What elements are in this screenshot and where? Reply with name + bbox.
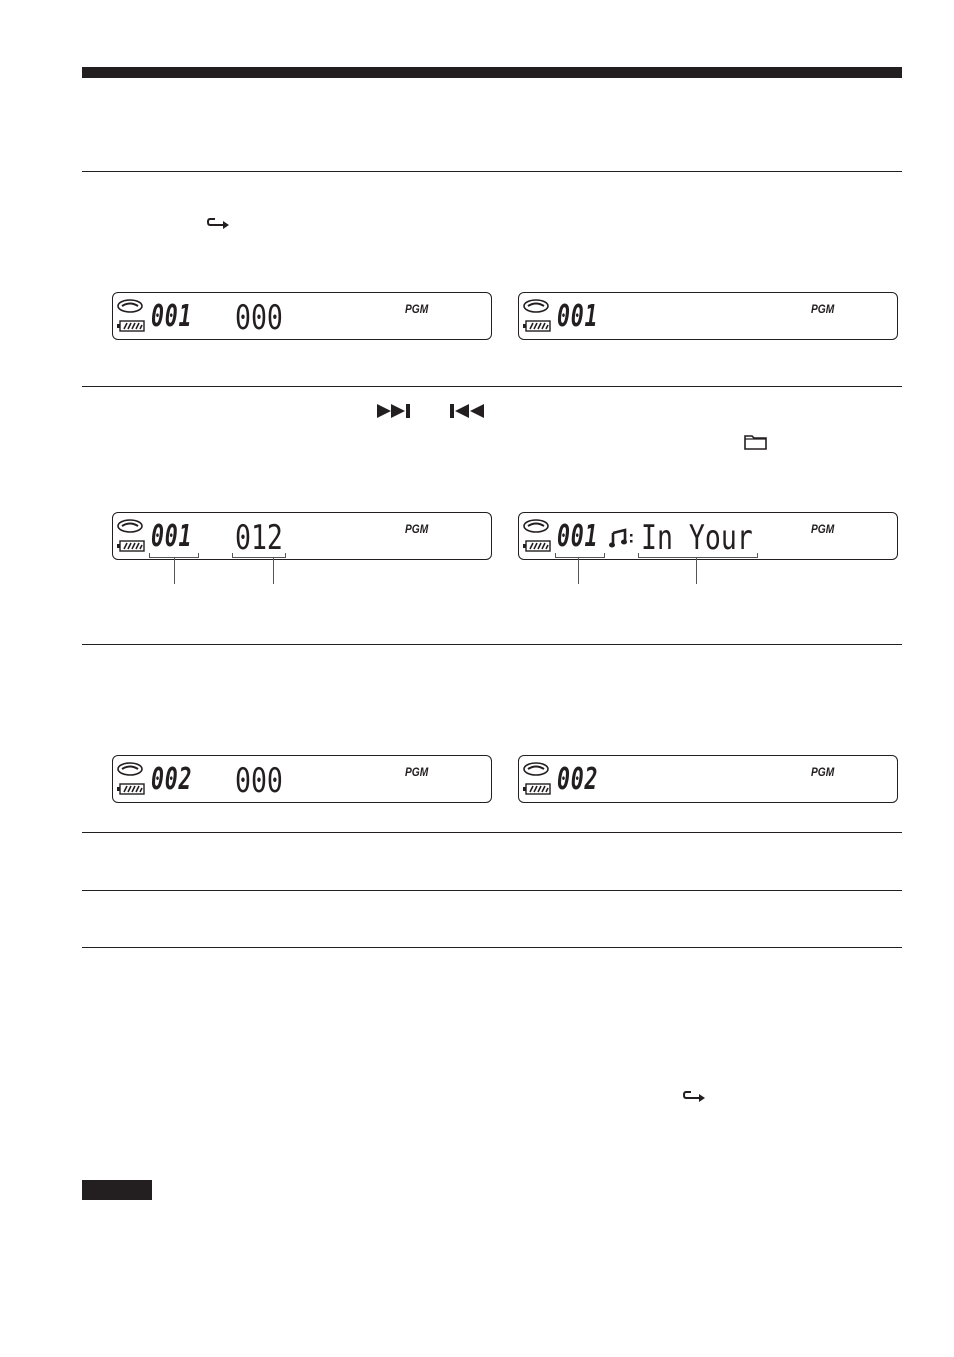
track-number: 012	[235, 518, 283, 558]
divider	[82, 171, 902, 172]
divider	[82, 644, 902, 645]
track-title: In Your	[641, 518, 753, 558]
lcd-display-step1-left	[112, 292, 492, 340]
folder-icon	[744, 433, 768, 451]
pgm-indicator: PGM	[811, 765, 835, 779]
track-number: 000	[235, 761, 283, 801]
track-number-bracket	[232, 553, 286, 558]
disc-number: 001	[557, 299, 599, 334]
disc-number: 002	[151, 762, 193, 797]
disc-number: 002	[557, 762, 599, 797]
pgm-indicator: PGM	[811, 302, 835, 316]
divider	[82, 947, 902, 948]
lcd-display-step3-left	[112, 755, 492, 803]
callout-leader	[696, 558, 697, 584]
pgm-indicator: PGM	[405, 302, 429, 316]
track-number: 000	[235, 298, 283, 338]
disc-number: 001	[151, 299, 193, 334]
title-bracket	[638, 553, 758, 558]
pgm-indicator: PGM	[811, 522, 835, 536]
divider	[82, 386, 902, 387]
pgm-indicator: PGM	[405, 522, 429, 536]
header-bar	[82, 67, 902, 78]
repeat-icon	[207, 216, 231, 232]
disc-number: 001	[557, 519, 599, 554]
lcd-display-step1-right	[518, 292, 898, 340]
pgm-indicator: PGM	[405, 765, 429, 779]
note-label-box	[82, 1180, 152, 1200]
divider	[82, 832, 902, 833]
disc-number-bracket	[555, 553, 605, 558]
previous-track-icon	[449, 403, 487, 419]
callout-leader	[174, 558, 175, 584]
callout-leader	[273, 558, 274, 584]
next-track-icon	[376, 403, 414, 419]
callout-leader	[578, 558, 579, 584]
repeat-icon	[683, 1089, 707, 1105]
lcd-display-step3-right	[518, 755, 898, 803]
disc-number: 001	[151, 519, 193, 554]
divider	[82, 890, 902, 891]
